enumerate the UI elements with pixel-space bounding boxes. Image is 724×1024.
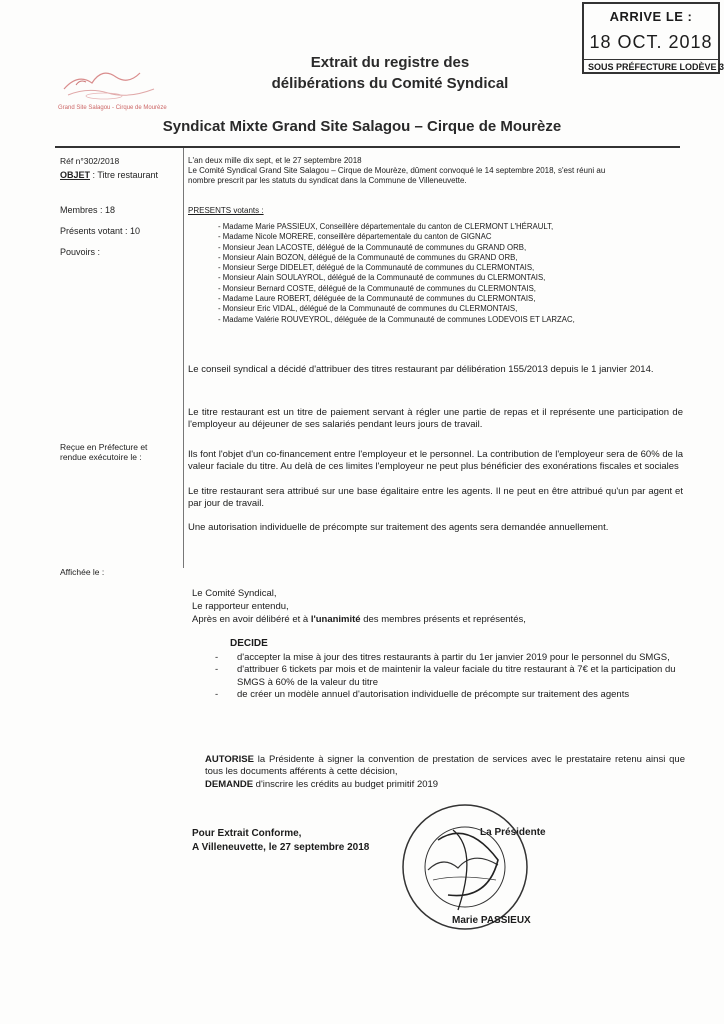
members-count: Membres : 18	[60, 205, 116, 215]
request-label: DEMANDE	[205, 779, 254, 790]
intro-line-3: nombre prescrit par les statuts du syndicat dans la Commune de Villeneuvette.	[188, 176, 467, 185]
voter-item: - Madame Marie PASSIEUX, Conseillère départementale du canton de CLERMONT L'HÉRAULT,	[218, 222, 575, 232]
object-label: OBJET	[60, 170, 91, 180]
signature-block	[192, 827, 369, 855]
voter-item: - Monsieur Alain BOZON, délégué de la Communauté de communes du GRAND ORB,	[218, 253, 575, 263]
voter-item: - Monsieur Jean LACOSTE, délégué de la Communauté de communes du GRAND ORB,	[218, 243, 575, 253]
posted-label: Affichée le :	[60, 567, 105, 577]
prefecture-line-2: rendue exécutoire le :	[60, 452, 142, 462]
place-date: A Villeneuvette, le 27 septembre 2018	[192, 842, 370, 853]
decision-item: - d'accepter la mise à jour des titres restaurants à partir du 1er janvier 2019 pour le personnel du SMGS,	[205, 652, 685, 664]
stamp-date: 18 OCT. 2018	[589, 32, 713, 52]
committee-text-a: Après en avoir délibéré et à	[192, 614, 311, 625]
title-line-2: délibérations du Comité Syndical	[271, 75, 509, 92]
authorize-text: la Présidente à signer la convention de prestation de services avec le prestataire retenu ainsi que tous les documents afférents à cette décision,	[205, 754, 685, 777]
voter-item: - Monsieur Bernard COSTE, délégué de la Communauté de communes du CLERMONTAIS,	[218, 284, 575, 294]
committee-line-3	[192, 614, 526, 626]
logo-caption: Grand Site Salagou - Cirque de Mourèze	[58, 105, 167, 111]
request-clause	[205, 779, 685, 791]
voters-list	[218, 222, 575, 325]
present-voters-count: Présents votant : 10	[60, 226, 141, 236]
paragraph-financing: Ils font l'objet d'un co-financement entre l'employeur et le personnel. La contribution de l'employeur sera de 60% de la valeur faciale du titre. Au delà de ces limites l'employeur ne peut plus bénéficier des exonérations fiscales et sociales	[188, 449, 683, 472]
voter-item: - Madame Nicole MORERE, conseillère départementale du canton de GIGNAC	[218, 232, 575, 242]
logo	[58, 55, 166, 117]
voter-item: - Monsieur Serge DIDELET, délégué de la Communauté de communes du CLERMONTAIS,	[218, 263, 575, 273]
paragraph-authorization: Une autorisation individuelle de précompte sur traitement des agents sera demandée annuellement.	[188, 522, 609, 533]
decision-item: - de créer un modèle annuel d'autorisation individuelle de précompte sur traitement des agents	[205, 689, 685, 701]
authorize-label: AUTORISE	[205, 754, 254, 765]
arrival-stamp	[582, 2, 724, 74]
committee-line-1: Le Comité Syndical,	[192, 588, 277, 599]
stamp-office: SOUS PRÉFECTURE LODÈVE 3	[588, 62, 724, 72]
paragraph-history: Le conseil syndical a décidé d'attribuer des titres restaurant par délibération 155/2013 depuis le 1 janvier 2014.	[188, 364, 654, 375]
unanimity-text: l'unanimité	[310, 614, 361, 625]
request-text: d'inscrire les crédits au budget primitif 2019	[253, 779, 439, 790]
presents-label: PRESENTS votants :	[188, 206, 264, 215]
decision-list	[205, 652, 685, 701]
document-title	[190, 52, 590, 94]
meeting-intro	[188, 156, 683, 186]
object-value: : Titre restaurant	[90, 170, 159, 180]
intro-line-2: Le Comité Syndical Grand Site Salagou – Cirque de Mourèze, dûment convoqué le 14 septembre 2018, s'est réuni au	[188, 166, 606, 175]
header-rule	[55, 146, 680, 148]
prefecture-line-1: Reçue en Préfecture et	[60, 442, 148, 452]
powers-label: Pouvoirs :	[60, 247, 101, 257]
decision-item: - d'attribuer 6 tickets par mois et de maintenir la valeur faciale du titre restaurant à 7€ et la participation du SMGS à 60% de la valeur du titre	[205, 664, 685, 689]
voter-item: - Monsieur Alain SOULAYROL, délégué de la Communauté de communes du CLERMONTAIS,	[218, 273, 575, 283]
stamp-label: ARRIVE LE :	[609, 9, 693, 24]
certified-extract: Pour Extrait Conforme,	[192, 828, 302, 839]
paragraph-definition: Le titre restaurant est un titre de paiement servant à régler une partie de repas et il représente une participation de l'employeur au déjeuner de ses salariés pendant leurs jours de travail.	[188, 407, 683, 430]
authorize-clause	[205, 754, 685, 778]
title-line-1: Extrait du registre des	[310, 54, 470, 71]
reference-number: Réf n°302/2018	[60, 156, 120, 166]
prefecture-received-label	[60, 442, 147, 462]
intro-line-1: L'an deux mille dix sept, et le 27 septembre 2018	[188, 156, 362, 165]
voter-item: - Madame Valérie ROUVEYROL, déléguée de la Communauté de communes LODEVOIS ET LARZAC,	[218, 315, 575, 325]
paragraph-attribution: Le titre restaurant sera attribué sur une base égalitaire entre les agents. Il ne peut en être attribué qu'un par agent et par jour de travail.	[188, 486, 683, 509]
voter-item: - Monsieur Eric VIDAL, délégué de la Communauté de communes du CLERMONTAIS,	[218, 304, 575, 314]
president-name: Marie PASSIEUX	[452, 915, 531, 926]
column-divider	[183, 148, 184, 568]
committee-text-c: des membres présents et représentés,	[360, 614, 526, 625]
decide-heading: DECIDE	[230, 638, 268, 649]
voter-item: - Madame Laure ROBERT, déléguée de la Communauté de communes du CLERMONTAIS,	[218, 294, 575, 304]
logo-landscape-icon	[58, 55, 166, 105]
committee-line-2: Le rapporteur entendu,	[192, 601, 289, 612]
president-title: La Présidente	[480, 827, 546, 838]
document-subtitle: Syndicat Mixte Grand Site Salagou – Cirque de Mourèze	[162, 118, 562, 135]
object-line	[60, 170, 158, 180]
stamp-divider	[584, 59, 718, 60]
